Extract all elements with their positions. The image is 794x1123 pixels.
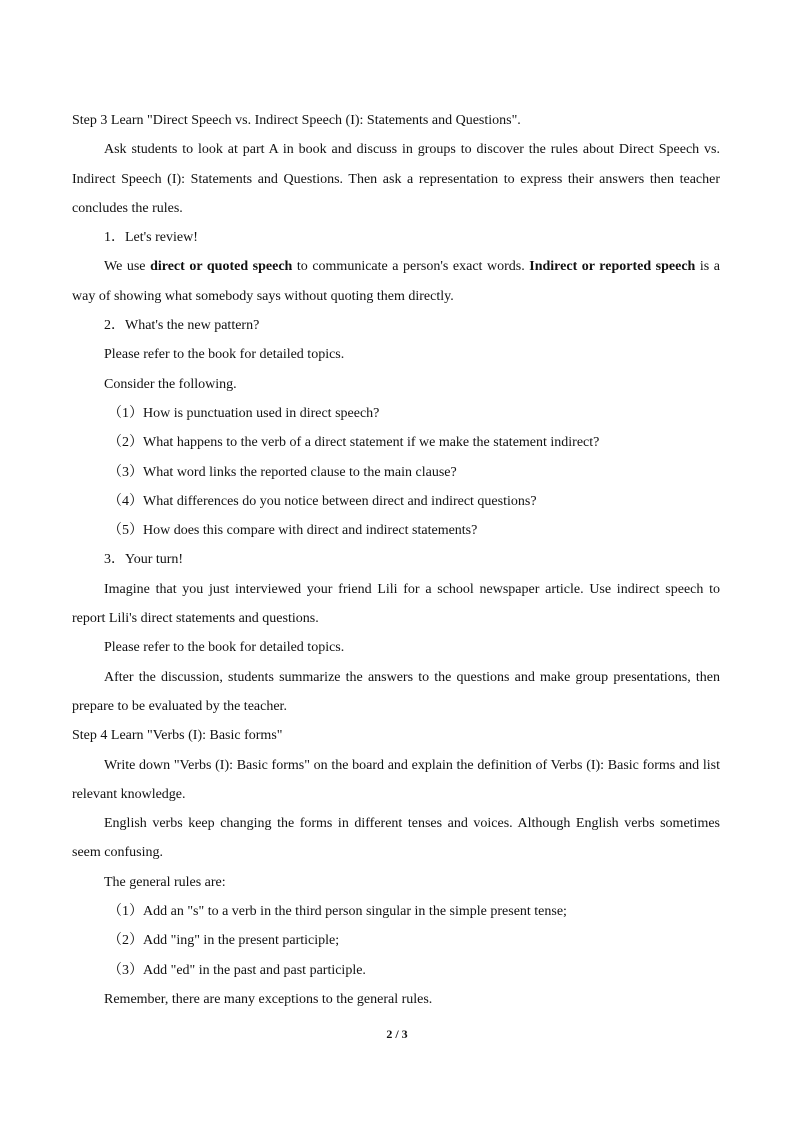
remember-note: Remember, there are many exceptions to the general rules.: [104, 991, 433, 1007]
document-body: [72, 106, 720, 1014]
item3-heading: [72, 545, 720, 574]
question-2: （2）What happens to the verb of a direct statement if we make the statement indirect?: [108, 435, 600, 451]
item1-part2: to communicate a person's exact words.: [292, 259, 530, 275]
item1-text: [72, 252, 720, 311]
item2-consider: Consider the following.: [104, 376, 237, 392]
item1-part3: is a way of showing what somebody says without quoting them directly.: [72, 259, 720, 304]
step3-heading: Step 3 Learn "Direct Speech vs. Indirect Speech (I): Statements and Questions".: [72, 113, 521, 128]
rule-3: （3）Add "ed" in the past and past participle.: [108, 962, 366, 978]
item2-number: 2．: [104, 318, 125, 334]
item3-number: 3．: [104, 552, 125, 568]
rule-1: （1）Add an "s" to a verb in the third person singular in the simple present tense;: [108, 904, 567, 920]
question-3: （3）What word links the reported clause to the main clause?: [108, 464, 457, 480]
step3-summary: After the discussion, students summarize the answers to the questions and make group presentations, then prepare to be evaluated by the teacher.: [72, 669, 720, 714]
item1-bold2: Indirect or reported speech: [529, 259, 696, 275]
question-4: （4）What differences do you notice between direct and indirect questions?: [108, 493, 537, 509]
question-5: （5）How does this compare with direct and indirect statements?: [108, 523, 478, 539]
item1-heading: [72, 223, 720, 252]
item1-part1: We use: [104, 259, 151, 275]
step4-intro: Write down "Verbs (I): Basic forms" on the board and explain the definition of Verbs (I): Basic forms and list relevant knowledge.: [72, 757, 720, 802]
page-number: 2 / 3: [386, 1027, 408, 1041]
item3-text: Imagine that you just interviewed your friend Lili for a school newspaper article. Use indirect speech to report Lili's direct statements and questions.: [72, 581, 720, 627]
step3-intro: Ask students to look at part A in book and discuss in groups to discover the rules about Direct Speech vs. Indirect Speech (I): Statements and Questions. Then ask a representation to express their answers then teacher concludes the rules.: [72, 142, 720, 216]
step4-text: English verbs keep changing the forms in different tenses and voices. Although English verbs sometimes seem confusing.: [72, 816, 720, 861]
item3-refer: Please refer to the book for detailed topics.: [104, 640, 345, 656]
item2-refer: Please refer to the book for detailed topics.: [104, 347, 345, 363]
item1-bold1: direct or quoted speech: [150, 259, 293, 275]
item1-number: 1．: [104, 230, 125, 246]
rule-2: （2）Add "ing" in the present participle;: [108, 933, 340, 949]
step4-heading: Step 4 Learn "Verbs (I): Basic forms": [72, 728, 283, 744]
item3-title: Your turn!: [125, 552, 184, 568]
item2-title: What's the new pattern?: [125, 318, 260, 334]
item2-heading: [72, 311, 720, 340]
item1-title: Let's review!: [125, 230, 198, 246]
question-1: （1）How is punctuation used in direct speech?: [108, 405, 380, 421]
rules-intro: The general rules are:: [104, 874, 226, 890]
